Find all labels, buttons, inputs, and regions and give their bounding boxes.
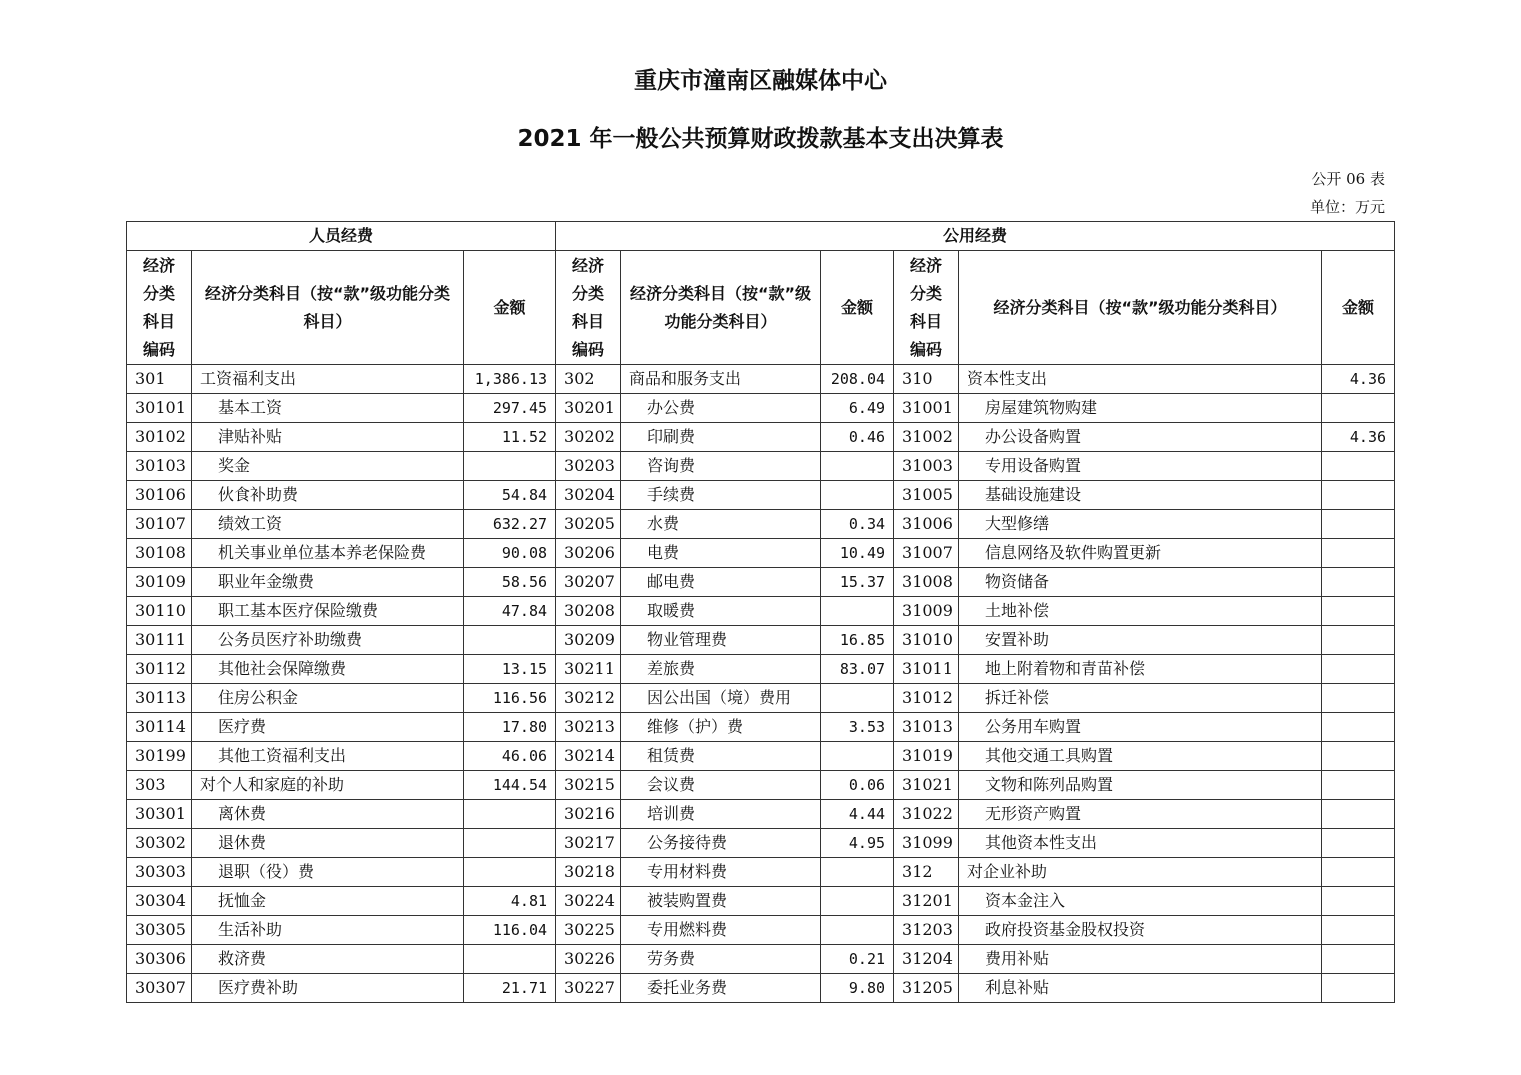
name-cell: 房屋建筑物购建: [959, 394, 1322, 423]
amount-cell: 4.81: [464, 887, 556, 916]
code-cell: 30113: [127, 684, 192, 713]
name-cell: 安置补助: [959, 626, 1322, 655]
code-cell: 30215: [556, 771, 621, 800]
code-cell: 30102: [127, 423, 192, 452]
name-cell: 因公出国（境）费用: [621, 684, 821, 713]
amount-cell: [821, 597, 894, 626]
code-cell: 30205: [556, 510, 621, 539]
name-cell: 退休费: [192, 829, 464, 858]
header-code-1: 经济分类科目编码: [127, 251, 192, 365]
table-row: [127, 742, 1395, 771]
name-cell: 绩效工资: [192, 510, 464, 539]
code-cell: 31204: [894, 945, 959, 974]
name-cell: 住房公积金: [192, 684, 464, 713]
table-row: [127, 684, 1395, 713]
name-cell: 公务接待费: [621, 829, 821, 858]
code-cell: 30214: [556, 742, 621, 771]
name-cell: 办公设备购置: [959, 423, 1322, 452]
name-cell: 基础设施建设: [959, 481, 1322, 510]
table-row: [127, 829, 1395, 858]
amount-cell: [821, 684, 894, 713]
code-cell: 30302: [127, 829, 192, 858]
amount-cell: 116.56: [464, 684, 556, 713]
code-cell: 30217: [556, 829, 621, 858]
code-cell: 31006: [894, 510, 959, 539]
table-row: [127, 713, 1395, 742]
amount-cell: [1322, 974, 1395, 1003]
code-cell: 31022: [894, 800, 959, 829]
name-cell: 公务员医疗补助缴费: [192, 626, 464, 655]
table-row: [127, 394, 1395, 423]
name-cell: 专用材料费: [621, 858, 821, 887]
amount-cell: [464, 452, 556, 481]
amount-cell: [821, 452, 894, 481]
code-cell: 30110: [127, 597, 192, 626]
header-amount-3: 金额: [1322, 251, 1395, 365]
code-cell: 31009: [894, 597, 959, 626]
name-cell: 离休费: [192, 800, 464, 829]
amount-cell: 54.84: [464, 481, 556, 510]
name-cell: 职业年金缴费: [192, 568, 464, 597]
amount-cell: 21.71: [464, 974, 556, 1003]
name-cell: 取暖费: [621, 597, 821, 626]
amount-cell: 47.84: [464, 597, 556, 626]
name-cell: 培训费: [621, 800, 821, 829]
page-title: 重庆市潼南区融媒体中心: [634, 68, 887, 94]
code-cell: 310: [894, 365, 959, 394]
code-cell: 31008: [894, 568, 959, 597]
amount-cell: [1322, 742, 1395, 771]
amount-cell: [1322, 713, 1395, 742]
name-cell: 会议费: [621, 771, 821, 800]
amount-cell: [1322, 539, 1395, 568]
table-row: [127, 510, 1395, 539]
table-row: [127, 365, 1395, 394]
code-cell: 31005: [894, 481, 959, 510]
name-cell: 公务用车购置: [959, 713, 1322, 742]
table-row: [127, 858, 1395, 887]
code-cell: 30201: [556, 394, 621, 423]
name-cell: 印刷费: [621, 423, 821, 452]
name-cell: 利息补贴: [959, 974, 1322, 1003]
amount-cell: [1322, 887, 1395, 916]
amount-cell: 16.85: [821, 626, 894, 655]
amount-cell: 4.44: [821, 800, 894, 829]
name-cell: 商品和服务支出: [621, 365, 821, 394]
header-amount-1: 金额: [464, 251, 556, 365]
amount-cell: 297.45: [464, 394, 556, 423]
amount-cell: 1,386.13: [464, 365, 556, 394]
name-cell: 被装购置费: [621, 887, 821, 916]
amount-cell: 4.36: [1322, 423, 1395, 452]
amount-cell: [821, 887, 894, 916]
name-cell: 物资储备: [959, 568, 1322, 597]
name-cell: 工资福利支出: [192, 365, 464, 394]
code-cell: 31007: [894, 539, 959, 568]
section-personnel: 人员经费: [127, 222, 556, 251]
amount-cell: [464, 626, 556, 655]
amount-cell: [821, 916, 894, 945]
amount-cell: [1322, 655, 1395, 684]
amount-cell: [1322, 800, 1395, 829]
name-cell: 办公费: [621, 394, 821, 423]
code-cell: 31003: [894, 452, 959, 481]
name-cell: 生活补助: [192, 916, 464, 945]
code-cell: 30103: [127, 452, 192, 481]
table-row: [127, 539, 1395, 568]
code-cell: 30224: [556, 887, 621, 916]
amount-cell: 10.49: [821, 539, 894, 568]
code-cell: 30106: [127, 481, 192, 510]
code-cell: 30307: [127, 974, 192, 1003]
amount-cell: 116.04: [464, 916, 556, 945]
code-cell: 30204: [556, 481, 621, 510]
name-cell: 对企业补助: [959, 858, 1322, 887]
code-cell: 31021: [894, 771, 959, 800]
amount-cell: [464, 858, 556, 887]
code-cell: 302: [556, 365, 621, 394]
code-cell: 312: [894, 858, 959, 887]
table-row: [127, 568, 1395, 597]
name-cell: 政府投资基金股权投资: [959, 916, 1322, 945]
name-cell: 物业管理费: [621, 626, 821, 655]
table-row: [127, 974, 1395, 1003]
name-cell: 抚恤金: [192, 887, 464, 916]
amount-cell: 3.53: [821, 713, 894, 742]
name-cell: 伙食补助费: [192, 481, 464, 510]
code-cell: 30304: [127, 887, 192, 916]
header-amount-2: 金额: [821, 251, 894, 365]
code-cell: 31012: [894, 684, 959, 713]
amount-cell: 0.34: [821, 510, 894, 539]
code-cell: 30213: [556, 713, 621, 742]
amount-cell: 144.54: [464, 771, 556, 800]
amount-cell: [1322, 597, 1395, 626]
header-name-1: 经济分类科目（按“款”级功能分类科目）: [192, 251, 464, 365]
code-cell: 30305: [127, 916, 192, 945]
code-cell: 31013: [894, 713, 959, 742]
code-cell: 31099: [894, 829, 959, 858]
amount-cell: 4.95: [821, 829, 894, 858]
code-cell: 31019: [894, 742, 959, 771]
code-cell: 30203: [556, 452, 621, 481]
amount-cell: 0.46: [821, 423, 894, 452]
amount-cell: 208.04: [821, 365, 894, 394]
name-cell: 咨询费: [621, 452, 821, 481]
amount-cell: [1322, 916, 1395, 945]
table-row: [127, 800, 1395, 829]
code-cell: 30202: [556, 423, 621, 452]
name-cell: 资本金注入: [959, 887, 1322, 916]
name-cell: 拆迁补偿: [959, 684, 1322, 713]
amount-cell: [821, 858, 894, 887]
table-number: 公开 06 表: [1311, 170, 1385, 188]
name-cell: 维修（护）费: [621, 713, 821, 742]
code-cell: 30225: [556, 916, 621, 945]
table-row: [127, 597, 1395, 626]
code-cell: 30226: [556, 945, 621, 974]
amount-cell: [1322, 394, 1395, 423]
table-row: [127, 945, 1395, 974]
page-subtitle: 2021 年一般公共预算财政拨款基本支出决算表: [517, 126, 1004, 152]
amount-cell: 58.56: [464, 568, 556, 597]
amount-cell: [1322, 684, 1395, 713]
name-cell: 退职（役）费: [192, 858, 464, 887]
code-cell: 31011: [894, 655, 959, 684]
amount-cell: 46.06: [464, 742, 556, 771]
name-cell: 信息网络及软件购置更新: [959, 539, 1322, 568]
name-cell: 邮电费: [621, 568, 821, 597]
amount-cell: [1322, 626, 1395, 655]
table-row: [127, 916, 1395, 945]
name-cell: 费用补贴: [959, 945, 1322, 974]
amount-cell: 6.49: [821, 394, 894, 423]
code-cell: 30227: [556, 974, 621, 1003]
code-cell: 30207: [556, 568, 621, 597]
amount-cell: [464, 945, 556, 974]
expenditure-table: [126, 221, 1395, 1003]
code-cell: 31205: [894, 974, 959, 1003]
code-cell: 30208: [556, 597, 621, 626]
code-cell: 30301: [127, 800, 192, 829]
name-cell: 租赁费: [621, 742, 821, 771]
code-cell: 30218: [556, 858, 621, 887]
amount-cell: [821, 742, 894, 771]
table-row: [127, 771, 1395, 800]
amount-cell: 90.08: [464, 539, 556, 568]
name-cell: 职工基本医疗保险缴费: [192, 597, 464, 626]
name-cell: 委托业务费: [621, 974, 821, 1003]
code-cell: 303: [127, 771, 192, 800]
code-cell: 30206: [556, 539, 621, 568]
name-cell: 专用燃料费: [621, 916, 821, 945]
amount-cell: [821, 481, 894, 510]
code-cell: 30112: [127, 655, 192, 684]
amount-cell: 15.37: [821, 568, 894, 597]
unit-label: 单位：万元: [1309, 198, 1385, 216]
code-cell: 30109: [127, 568, 192, 597]
name-cell: 奖金: [192, 452, 464, 481]
code-cell: 30111: [127, 626, 192, 655]
code-cell: 30107: [127, 510, 192, 539]
table-row: [127, 626, 1395, 655]
header-name-3: 经济分类科目（按“款”级功能分类科目）: [959, 251, 1322, 365]
amount-cell: 17.80: [464, 713, 556, 742]
table-row: [127, 452, 1395, 481]
name-cell: 文物和陈列品购置: [959, 771, 1322, 800]
header-name-2: 经济分类科目（按“款”级功能分类科目）: [621, 251, 821, 365]
code-cell: 30303: [127, 858, 192, 887]
name-cell: 其他资本性支出: [959, 829, 1322, 858]
name-cell: 电费: [621, 539, 821, 568]
amount-cell: 13.15: [464, 655, 556, 684]
name-cell: 专用设备购置: [959, 452, 1322, 481]
name-cell: 其他社会保障缴费: [192, 655, 464, 684]
header-code-2: 经济分类科目编码: [556, 251, 621, 365]
header-code-3: 经济分类科目编码: [894, 251, 959, 365]
code-cell: 30212: [556, 684, 621, 713]
code-cell: 30114: [127, 713, 192, 742]
amount-cell: [1322, 829, 1395, 858]
code-cell: 30211: [556, 655, 621, 684]
code-cell: 30306: [127, 945, 192, 974]
code-cell: 30216: [556, 800, 621, 829]
name-cell: 其他交通工具购置: [959, 742, 1322, 771]
amount-cell: [1322, 771, 1395, 800]
code-cell: 30209: [556, 626, 621, 655]
table-row: [127, 423, 1395, 452]
name-cell: 劳务费: [621, 945, 821, 974]
table-row: [127, 887, 1395, 916]
amount-cell: 632.27: [464, 510, 556, 539]
name-cell: 无形资产购置: [959, 800, 1322, 829]
code-cell: 31002: [894, 423, 959, 452]
amount-cell: [1322, 510, 1395, 539]
code-cell: 31201: [894, 887, 959, 916]
name-cell: 医疗费补助: [192, 974, 464, 1003]
code-cell: 31010: [894, 626, 959, 655]
amount-cell: 4.36: [1322, 365, 1395, 394]
name-cell: 基本工资: [192, 394, 464, 423]
amount-cell: 11.52: [464, 423, 556, 452]
name-cell: 津贴补贴: [192, 423, 464, 452]
code-cell: 301: [127, 365, 192, 394]
name-cell: 手续费: [621, 481, 821, 510]
code-cell: 31001: [894, 394, 959, 423]
code-cell: 30199: [127, 742, 192, 771]
amount-cell: [464, 800, 556, 829]
amount-cell: [464, 829, 556, 858]
name-cell: 地上附着物和青苗补偿: [959, 655, 1322, 684]
name-cell: 差旅费: [621, 655, 821, 684]
name-cell: 资本性支出: [959, 365, 1322, 394]
name-cell: 救济费: [192, 945, 464, 974]
name-cell: 大型修缮: [959, 510, 1322, 539]
amount-cell: 9.80: [821, 974, 894, 1003]
code-cell: 30108: [127, 539, 192, 568]
amount-cell: [1322, 481, 1395, 510]
amount-cell: 0.21: [821, 945, 894, 974]
amount-cell: 0.06: [821, 771, 894, 800]
name-cell: 水费: [621, 510, 821, 539]
code-cell: 30101: [127, 394, 192, 423]
name-cell: 其他工资福利支出: [192, 742, 464, 771]
code-cell: 31203: [894, 916, 959, 945]
amount-cell: [1322, 945, 1395, 974]
name-cell: 土地补偿: [959, 597, 1322, 626]
name-cell: 机关事业单位基本养老保险费: [192, 539, 464, 568]
table-row: [127, 481, 1395, 510]
amount-cell: [1322, 568, 1395, 597]
name-cell: 对个人和家庭的补助: [192, 771, 464, 800]
table-row: [127, 655, 1395, 684]
name-cell: 医疗费: [192, 713, 464, 742]
amount-cell: [1322, 452, 1395, 481]
amount-cell: 83.07: [821, 655, 894, 684]
section-public: 公用经费: [556, 222, 1395, 251]
amount-cell: [1322, 858, 1395, 887]
